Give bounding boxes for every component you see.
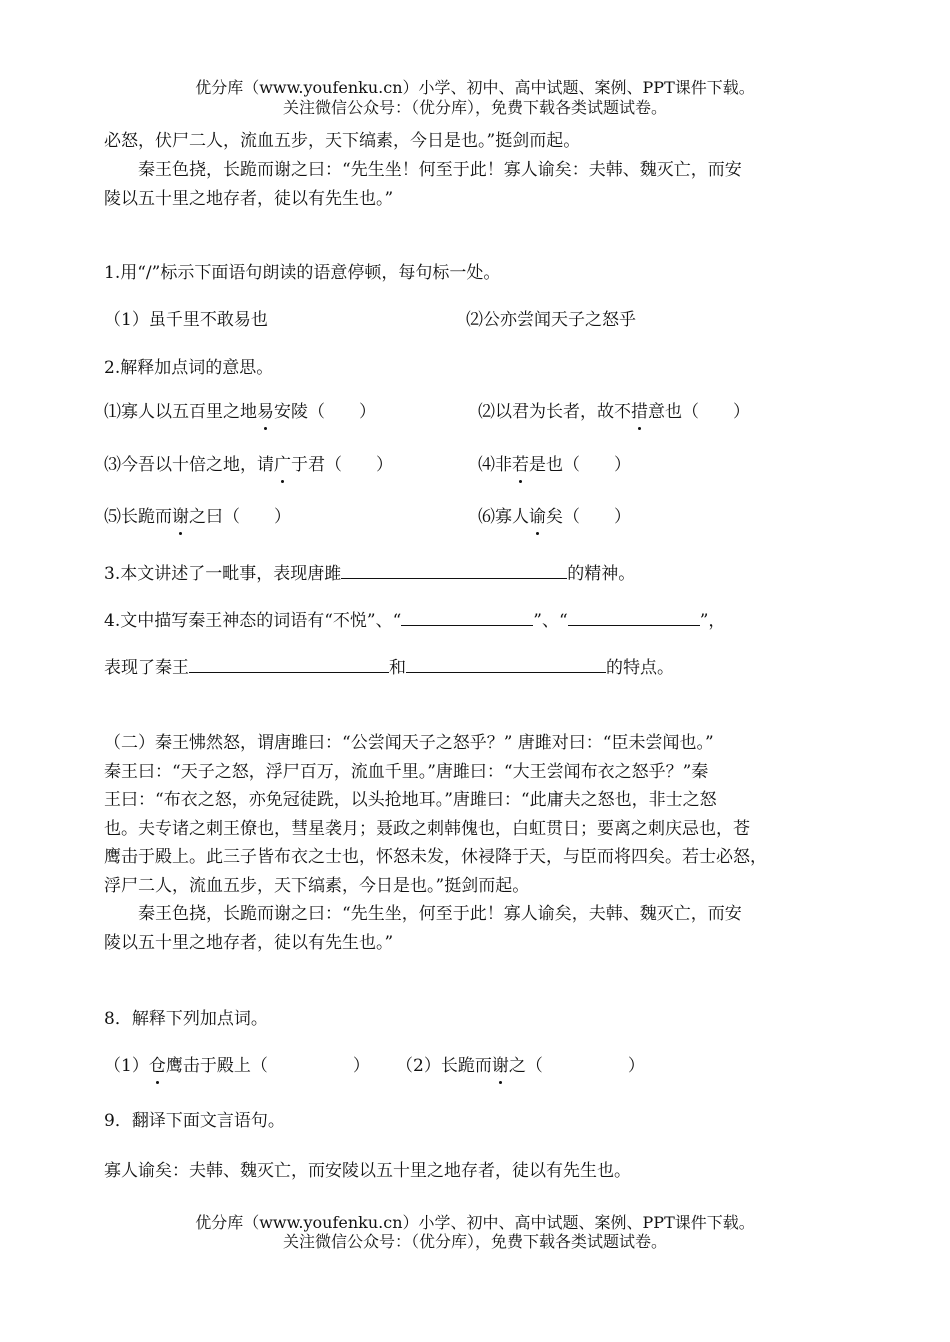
q3: [104, 562, 635, 585]
q2-item-1-post: 安陵（ ）: [274, 402, 376, 422]
q2-item-1-pre: ⑴寡人以五百里之地: [104, 402, 257, 422]
q8-item-2-dotted: 谢: [491, 1056, 509, 1076]
q2-item-2-pre: ⑵以君为长者，故不: [478, 402, 631, 422]
passage2-line-4: 也。夫专诸之刺王僚也，彗星袭月；聂政之刺韩傀也，白虹贯日；要离之刺庆忌也，苍: [104, 819, 750, 839]
passage1-line-2: 秦王色挠，长跪而谢之曰：“先生坐！何至于此！寡人谕矣：夫韩、魏灭亡，而安: [138, 160, 742, 180]
q2-item-5-post: 之曰（ ）: [189, 507, 291, 527]
q8-item-1: [104, 1055, 370, 1077]
q4-answer-blank-3[interactable]: [189, 656, 389, 673]
passage2-line-6: 浮尸二人，流血五步，天下缟素，今日是也。”挺剑而起。: [104, 876, 530, 896]
q4-pre: 4.文中描写秦王神态的词语有“不悦”、“: [104, 611, 402, 631]
q4-mid: ”、“: [533, 611, 568, 631]
q8-item-1-pre: （1）: [104, 1056, 149, 1076]
q2-item-4: [478, 454, 631, 476]
q2-item-6-pre: ⑹寡人: [478, 507, 529, 527]
footer-line-2: 关注微信公众号：（优分库），免费下载各类试题试卷。: [282, 1232, 667, 1251]
passage2-line-7: 秦王色挠，长跪而谢之曰：“先生坐，何至于此！寡人谕矣，夫韩、魏灭亡，而安: [138, 904, 742, 924]
q3-post: 的精神。: [567, 564, 636, 584]
passage1-line-1: 必怒，伏尸二人，流血五步，天下缟素，今日是也。”挺剑而起。: [104, 131, 581, 151]
footer-line-1: 优分库（www.youfenku.cn）小学、初中、高中试题、案例、PPT课件下载。: [195, 1213, 755, 1232]
q2-item-3-pre: ⑶今吾以十倍之地，请: [104, 455, 274, 475]
header-line-1: 优分库（www.youfenku.cn）小学、初中、高中试题、案例、PPT课件下载。: [195, 78, 755, 97]
passage2-line-2: 秦王曰：“天子之怒，浮尸百万，流血千里。”唐雎曰：“大王尝闻布衣之怒乎？”秦: [104, 762, 709, 782]
q8-item-2-pre: （2）长跪而: [396, 1056, 492, 1076]
passage2-line-5: 鹰击于殿上。此三子皆布衣之士也，怀怒未发，休祲降于天，与臣而将四矣。若士必怒，: [104, 847, 767, 867]
q4-line2-post: 的特点。: [606, 658, 674, 678]
q9-sentence: 寡人谕矣：夫韩、魏灭亡，而安陵以五十里之地存者，徒以有先生也。: [104, 1161, 631, 1181]
passage1-line-3: 陵以五十里之地存者，徒以有先生也。”: [104, 189, 394, 209]
q3-answer-blank[interactable]: [341, 562, 567, 579]
q2-item-6-post: 矣（ ）: [546, 507, 631, 527]
q2-item-3: [104, 454, 393, 476]
q2-item-2-post: 意也（ ）: [648, 402, 750, 422]
q4-answer-blank-4[interactable]: [406, 656, 606, 673]
q2-item-4-dotted: 若: [512, 455, 529, 475]
q2-item-1: [104, 401, 376, 423]
passage2-line-3: 王曰：“布衣之怒，亦免冠徒跣，以头抢地耳。”唐雎曰：“此庸夫之怒也，非士之怒: [104, 790, 717, 810]
q4-answer-blank-1[interactable]: [401, 609, 533, 626]
passage2-line-8: 陵以五十里之地存者，徒以有先生也。”: [104, 933, 394, 953]
q8-item-1-post: 鹰击于殿上（ ）: [165, 1056, 370, 1076]
q2-item-2: [478, 401, 750, 423]
q2-item-3-post: 于君（ ）: [291, 455, 393, 475]
q4-answer-blank-2[interactable]: [568, 609, 700, 626]
q4-line2-pre: 表现了秦王: [104, 658, 189, 678]
q2-item-6-dotted: 谕: [529, 507, 546, 527]
q8-item-2: [396, 1055, 645, 1077]
q8-item-2-post: 之（ ）: [508, 1056, 645, 1076]
q2-item-4-pre: ⑷非: [478, 455, 512, 475]
q2-item-2-dotted: 措: [631, 402, 648, 422]
q2-item-5-dotted: 谢: [172, 507, 189, 527]
q2-item-5-pre: ⑸长跪而: [104, 507, 172, 527]
q8-item-1-dotted: 仓: [148, 1056, 166, 1076]
q1-item-2: ⑵公亦尝闻天子之怒乎: [466, 310, 636, 330]
q2-item-6: [478, 506, 631, 528]
q2-stem: 2.解释加点词的意思。: [104, 358, 274, 378]
q4-line-1: [104, 609, 725, 632]
q2-item-5: [104, 506, 291, 528]
header-line-2: 关注微信公众号：（优分库），免费下载各类试题试卷。: [282, 98, 667, 117]
q4-line2-mid: 和: [389, 658, 406, 678]
q1-item-1: （1）虽千里不敢易也: [104, 310, 268, 330]
q4-post: ”，: [699, 611, 726, 631]
q2-item-4-post: 是也（ ）: [529, 455, 631, 475]
q4-line-2: [104, 656, 674, 679]
q1-stem: 1.用“/”标示下面语句朗读的语意停顿，每句标一处。: [104, 263, 501, 283]
q8-stem: 8．解释下列加点词。: [104, 1009, 268, 1029]
q3-pre: 3.本文讲述了一毗事，表现唐雎: [104, 564, 342, 584]
q9-stem: 9．翻译下面文言语句。: [104, 1111, 285, 1131]
q2-item-1-dotted: 易: [257, 402, 274, 422]
passage2-line-1: （二）秦王怫然怒，谓唐雎曰：“公尝闻天子之怒乎？” 唐雎对曰：“臣未尝闻也。”: [104, 733, 714, 753]
q2-item-3-dotted: 广: [274, 455, 291, 475]
